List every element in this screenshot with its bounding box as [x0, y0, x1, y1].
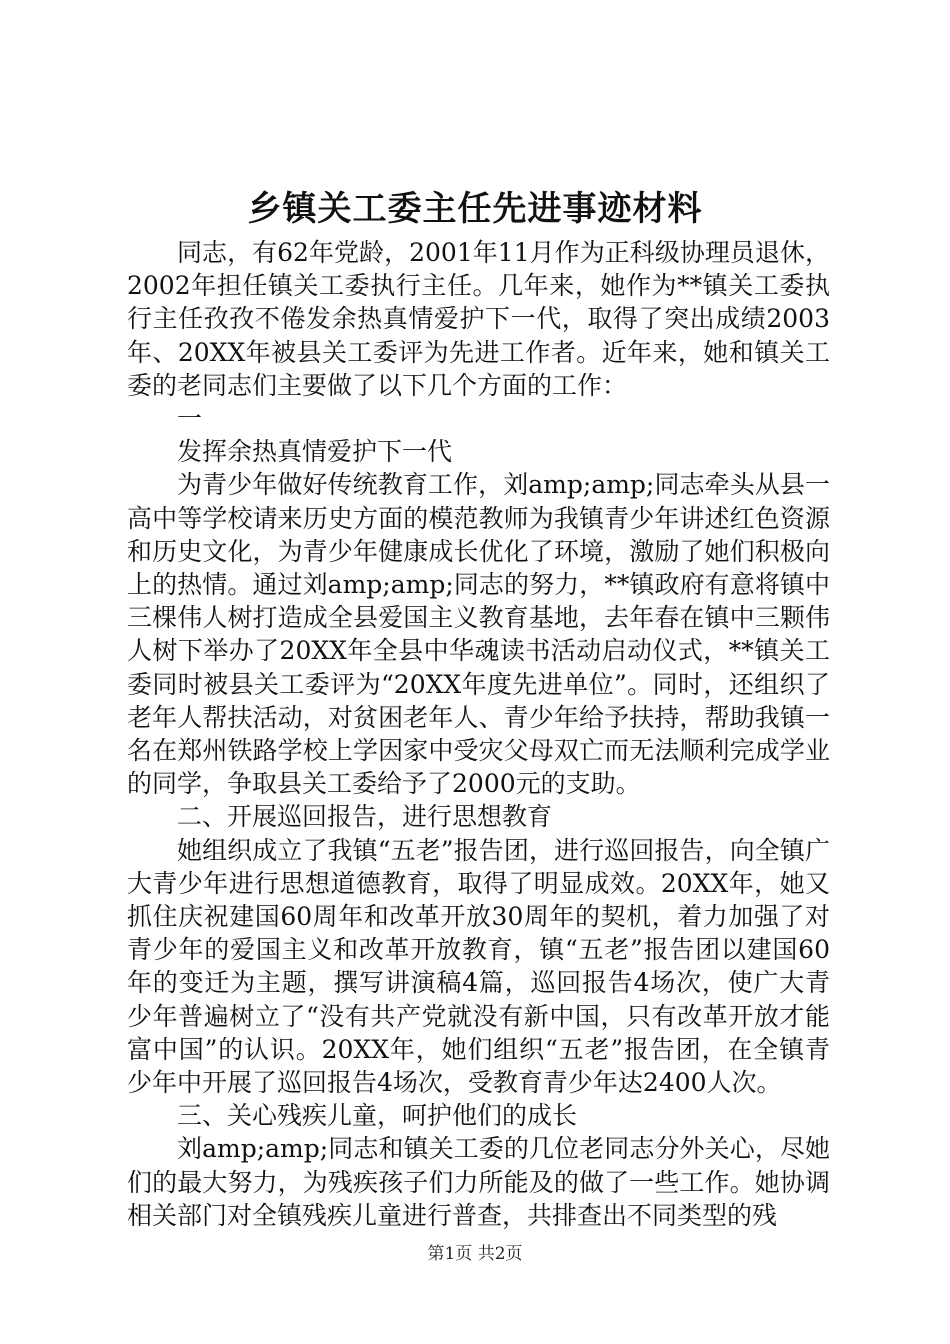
paragraph-section-one: 为青少年做好传统教育工作，刘amp;amp;同志牵头从县一高中等学校请来历史方面的模范教师为我镇青少年讲述红色资源和历史文化，为青少年健康成长优化了环境，激励了她们积极向上的热情。通过刘amp;amp;同志的努力，**镇政府有意将镇中三棵伟人树打造成全县爱国主义教育基地，去年春在镇中三颗伟人树下举办了20XX年全县中华魂读书活动启动仪式，**镇关工委同时被县关工委评为“20XX年度先进单位”。同时，还组织了老年人帮扶活动，对贫困老年人、青少年给予扶持，帮助我镇一名在郑州铁路学校上学因家中受灾父母双亡而无法顺利完成学业的同学，争取县关工委给予了2000元的支助。: [127, 470, 830, 799]
document-body: [127, 236, 830, 1232]
section-heading-one: 发挥余热真情爱护下一代: [177, 437, 453, 467]
page-footer: 第1页 共2页: [427, 1244, 523, 1264]
document-title: 乡镇关工委主任先进事迹材料: [247, 189, 703, 229]
paragraph-intro: 同志，有62年党龄，2001年11月作为正科级协理员退休，2002年担任镇关工委执行主任。几年来，她作为**镇关工委执行主任孜孜不倦发余热真情爱护下一代，取得了突出成绩2003年、20XX年被县关工委评为先进工作者。近年来，她和镇关工委的老同志们主要做了以下几个方面的工作：: [127, 238, 830, 400]
paragraph-section-three: 刘amp;amp;同志和镇关工委的几位老同志分外关心，尽她们的最大努力，为残疾孩子们力所能及的做了一些工作。她协调相关部门对全镇残疾儿童进行普查，共排查出不同类型的残: [127, 1134, 830, 1230]
paragraph-section-two: 她组织成立了我镇“五老”报告团，进行巡回报告，向全镇广大青少年进行思想道德教育，取得了明显成效。20XX年，她又抓住庆祝建国60周年和改革开放30周年的契机，着力加强了对青少年的爱国主义和改革开放教育，镇“五老”报告团以建国60年的变迁为主题，撰写讲演稿4篇，巡回报告4场次，使广大青少年普遍树立了“没有共产党就没有新中国，只有改革开放才能富中国”的认识。20XX年，她们组织“五老”报告团，在全镇青少年中开展了巡回报告4场次，受教育青少年达2400人次。: [127, 835, 830, 1098]
section-number-one: 一: [177, 404, 203, 434]
section-heading-two: 二、开展巡回报告，进行思想教育: [177, 802, 553, 832]
section-heading-three: 三、关心残疾儿童，呵护他们的成长: [177, 1101, 578, 1131]
